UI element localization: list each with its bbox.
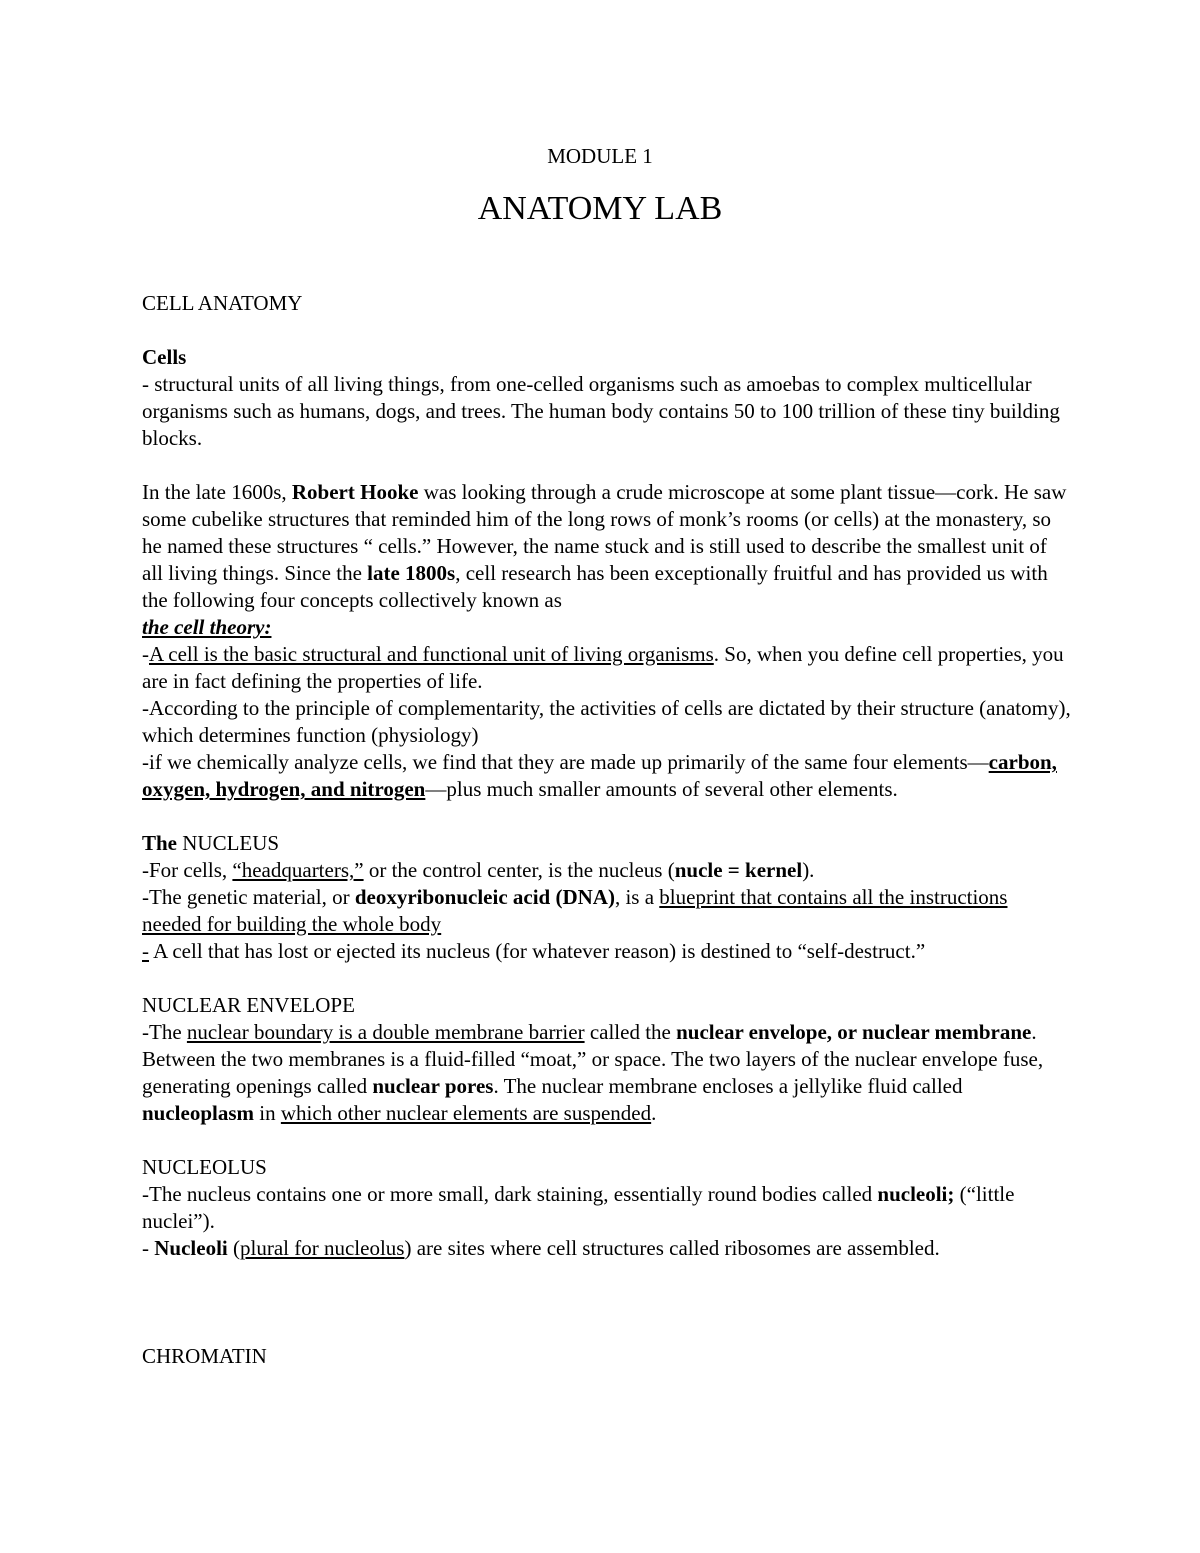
nucleolus-line-2: - Nucleoli (plural for nucleolus) are sites where cell structures called ribosomes are assembled. (142, 1236, 940, 1260)
document-body (142, 290, 1072, 1370)
section-heading-chromatin: CHROMATIN (142, 1344, 267, 1368)
section-heading-nuclear-envelope: NUCLEAR ENVELOPE (142, 993, 355, 1017)
cell-theory-point-1: -A cell is the basic structural and functional unit of living organisms. So, when you define cell properties, you are in fact defining the properties of life. (142, 642, 1064, 693)
cell-theory-point-3: -if we chemically analyze cells, we find that they are made up primarily of the same four elements—carbon, oxygen, hydrogen, and nitrogen—plus much smaller amounts of several other elements. (142, 750, 1057, 801)
section-heading-nucleus: The NUCLEUS (142, 831, 280, 855)
cells-definition: - structural units of all living things, from one-celled organisms such as amoebas to complex multicellular organisms such as humans, dogs, and trees. The human body contains 50 to 100 trillion of these tiny building blocks. (142, 372, 1060, 450)
section-heading-nucleolus: NUCLEOLUS (142, 1155, 267, 1179)
page-title: ANATOMY LAB (477, 190, 723, 227)
nuclear-envelope-paragraph: -The nuclear boundary is a double membrane barrier called the nuclear envelope, or nuclear membrane. Between the two membranes is a fluid-filled “moat,” or space. The two layers of the nuclear envelope fuse, generating openings called nuclear pores. The nuclear membrane encloses a jellylike fluid called nucleoplasm in which other nuclear elements are suspended. (142, 1020, 1044, 1125)
module-label: MODULE 1 (547, 144, 653, 168)
nucleus-line-1: -For cells, “headquarters,” or the control center, is the nucleus (nucle = kernel). (142, 858, 815, 882)
nucleus-line-2: -The genetic material, or deoxyribonucleic acid (DNA), is a blueprint that contains all the instructions needed for building the whole body (142, 885, 1008, 936)
cell-theory-label: the cell theory: (142, 615, 272, 639)
hooke-paragraph: In the late 1600s, Robert Hooke was looking through a crude microscope at some plant tissue—cork. He saw some cubelike structures that reminded him of the long rows of monk’s rooms (or cells) at the monastery, so he named these structures “ cells.” However, the name stuck and is still used to describe the smallest unit of all living things. Since the late 1800s, cell research has been exceptionally fruitful and has provided us with the following four concepts collectively known as (142, 480, 1067, 612)
section-heading-cell-anatomy: CELL ANATOMY (142, 291, 303, 315)
nucleus-line-3: - A cell that has lost or ejected its nucleus (for whatever reason) is destined to “self-destruct.” (142, 939, 926, 963)
cell-theory-point-2: -According to the principle of complementarity, the activities of cells are dictated by their structure (anatomy), which determines function (physiology) (142, 696, 1071, 747)
cells-heading: Cells (142, 345, 187, 369)
nucleolus-line-1: -The nucleus contains one or more small, dark staining, essentially round bodies called nucleoli; (“little nuclei”). (142, 1182, 1015, 1233)
